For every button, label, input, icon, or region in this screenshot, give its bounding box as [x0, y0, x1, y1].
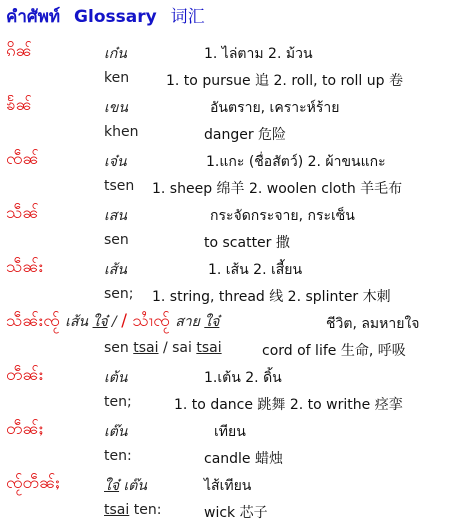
- glossary-entry: [0, 38, 450, 92]
- thai-tr-underlined: ใจ๋: [92, 314, 108, 330]
- entry-meaning: 1. string, thread 线 2. splinter 木刺: [152, 289, 391, 305]
- entry-row-thai: [0, 200, 450, 227]
- entry-thai-transcription: เขน: [104, 100, 128, 116]
- thai-tr-part: เส้น: [65, 314, 89, 330]
- entry-thai-transcription: เส้น: [104, 262, 127, 278]
- entry-thai-transcription: เสน: [104, 208, 127, 224]
- entry-thai-gloss: อันตราย, เคราะห์ร้าย: [210, 100, 340, 116]
- entry-romanization: sen: [104, 232, 129, 248]
- entry-headword-main: သဵၼ်းၸႂ်: [6, 311, 60, 331]
- entry-row-english: [0, 227, 450, 254]
- entry-headword: ၵိၼ်: [6, 41, 33, 61]
- entry-romanization: ken: [104, 70, 130, 86]
- thai-tr-underlined: ใจ๋: [104, 478, 120, 494]
- entry-row-english: [0, 389, 450, 416]
- thai-tr-underlined: ใจ๋: [204, 314, 220, 330]
- entry-headword: ၶႅၼ်: [6, 95, 33, 115]
- entry-romanization: khen: [104, 124, 139, 140]
- roman-separator: / sai: [158, 340, 197, 356]
- entry-headword: တဵၼ်း: [6, 365, 44, 385]
- glossary-entry: [0, 254, 450, 308]
- entry-romanization: ten;: [104, 394, 132, 410]
- entry-row-english: [0, 443, 450, 470]
- entry-romanization: ten:: [104, 448, 132, 464]
- entry-row-thai: [0, 254, 450, 281]
- entry-row-thai: [0, 92, 450, 119]
- entry-meaning: to scatter 撒: [204, 235, 290, 251]
- entry-meaning: 1. to dance 跳舞 2. to writhe 痉挛: [174, 397, 403, 413]
- entry-row-english: [0, 497, 450, 524]
- entry-meaning: danger 危险: [204, 127, 287, 143]
- glossary-entry: [0, 308, 450, 362]
- entry-headword: [6, 310, 219, 335]
- entry-headword-alt: / သၢႆၸႂ်: [121, 311, 170, 331]
- thai-tr-part: เต๊น: [123, 478, 147, 494]
- roman-part: ten:: [129, 502, 162, 518]
- glossary-entry: [0, 146, 450, 200]
- entry-row-thai: [0, 308, 450, 335]
- roman-underlined: tsai: [196, 340, 222, 356]
- roman-part: sen: [104, 340, 129, 356]
- entry-thai-gloss: 1. ไล่ตาม 2. ม้วน: [204, 46, 313, 62]
- entry-thai-gloss: กระจัดกระจาย, กระเซ็น: [210, 208, 355, 224]
- entry-thai-gloss: ไส้เทียน: [204, 478, 252, 494]
- thai-tr-part: สาย: [175, 314, 200, 330]
- entry-thai-transcription: เจ๋น: [104, 154, 127, 170]
- entry-thai-gloss: เทียน: [214, 424, 246, 440]
- entry-thai-transcription: [65, 314, 121, 330]
- roman-underlined: tsai: [133, 340, 159, 356]
- entry-row-thai: [0, 470, 450, 497]
- entry-romanization: [104, 502, 161, 518]
- entry-row-english: [0, 119, 450, 146]
- entry-headword: ၸႂ်တဵၼ်ႈ: [6, 473, 60, 493]
- glossary-entry: [0, 200, 450, 254]
- entry-meaning: 1. sheep 绵羊 2. woolen cloth 羊毛布: [152, 181, 403, 197]
- title-thai: คำศัพท์: [6, 7, 61, 27]
- glossary-entry: [0, 416, 450, 470]
- entry-thai-transcription: เต๊น: [104, 424, 128, 440]
- glossary-entry: [0, 92, 450, 146]
- entry-thai-transcription-alt: [175, 314, 219, 330]
- entry-thai-gloss: 1. เส้น 2. เสี้ยน: [208, 262, 303, 278]
- thai-tr-separator: /: [112, 314, 117, 330]
- entry-romanization: tsen: [104, 178, 135, 194]
- entry-meaning: cord of life 生命, 呼吸: [262, 343, 406, 359]
- title-english: Glossary: [74, 7, 157, 27]
- entry-romanization: sen;: [104, 286, 134, 302]
- entry-thai-gloss: ชีวิต, ลมหายใจ: [326, 316, 420, 332]
- entry-meaning: 1. to pursue 追 2. roll, to roll up 卷: [166, 73, 403, 89]
- entry-thai-gloss: 1.เต้น 2. ดิ้น: [204, 370, 282, 386]
- entry-headword: သဵၼ်: [6, 203, 39, 223]
- entry-row-english: [0, 281, 450, 308]
- entry-headword: ၸဵၼ်: [6, 149, 39, 169]
- glossary-entry: [0, 470, 450, 524]
- glossary-title: [6, 2, 213, 26]
- entry-meaning: wick 芯子: [204, 505, 268, 521]
- title-chinese: 词汇: [170, 7, 205, 27]
- entry-thai-gloss: 1.แกะ (ชื่อสัตว์) 2. ผ้าขนแกะ: [206, 154, 386, 170]
- entry-thai-transcription: เต้น: [104, 370, 128, 386]
- entry-row-english: [0, 173, 450, 200]
- entry-row-english: [0, 65, 450, 92]
- entry-headword: သဵၼ်း: [6, 257, 44, 277]
- entry-row-thai: [0, 146, 450, 173]
- roman-underlined: tsai: [104, 502, 130, 518]
- entry-headword: တဵၼ်ႈ: [6, 419, 44, 439]
- entry-row-thai: [0, 362, 450, 389]
- entry-row-thai: [0, 416, 450, 443]
- entry-row-english: [0, 335, 450, 362]
- glossary-entry: [0, 362, 450, 416]
- entry-thai-transcription: เก๋น: [104, 46, 127, 62]
- entry-thai-transcription: [104, 475, 147, 497]
- entry-row-thai: [0, 38, 450, 65]
- entry-romanization: [104, 340, 222, 356]
- entry-meaning: candle 蜡烛: [204, 451, 283, 467]
